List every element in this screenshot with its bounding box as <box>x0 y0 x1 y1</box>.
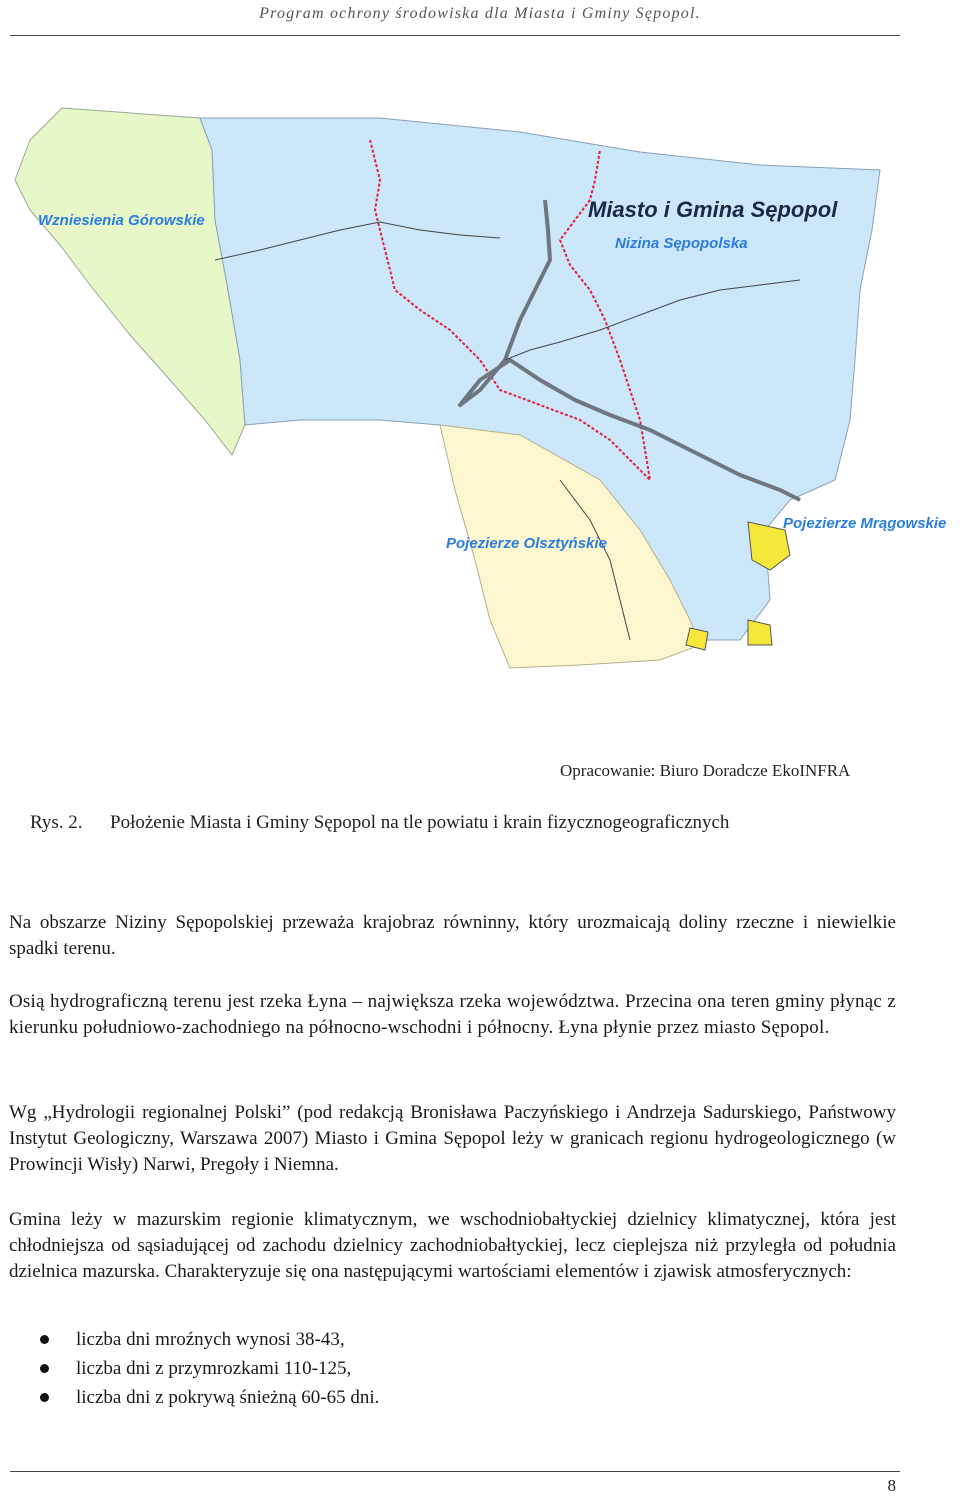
page-header <box>0 0 960 36</box>
paragraph-climate: Gmina leży w mazurskim regionie klimatycznym, we wschodniobałtyckiej dzielnicy klimatycznej, która jest chłodniejsza od sąsiadującej od zachodu dzielnicy zachodniobałtyckiej, lecz cieplejsza niż przyległa od południa dzielnica mazurska. Charakteryzuje się ona następującymi wartościami elementów i zjawisk atmosferycznych: <box>9 1209 896 1282</box>
paragraph-landscape: Na obszarze Niziny Sępopolskiej przeważa krajobraz równinny, który urozmaicają doliny rzeczne i niewielkie spadki terenu. <box>9 912 896 959</box>
paragraph-hydrography: Osią hydrograficzną terenu jest rzeka Łyna – największa rzeka województwa. Przecina ona teren gminy płynąc z kierunku południowo-zachodniego na północno-wschodni i północny. Łyna płynie przez miasto Sępopol. <box>9 991 896 1038</box>
list-item-text: liczba dni z przymrozkami 110-125, <box>76 1358 352 1379</box>
region-mragowskie-south <box>748 620 772 645</box>
figure-number: Rys. 2. <box>30 812 83 833</box>
figure-caption <box>30 812 910 834</box>
footer-divider <box>10 1471 900 1472</box>
paragraph-hydrogeology: Wg „Hydrologii regionalnej Polski” (pod redakcją Bronisława Paczyńskiego i Andrzeja Sadurskiego, Państwowy Instytut Geologiczny, Warszawa 2007) Miasto i Gmina Sępopol leży w granicach regionu hydrogeologicznego (w Prowincji Wisły) Narwi, Pregoły i Niemna. <box>9 1102 896 1175</box>
list-item <box>30 1383 890 1412</box>
bullet-icon <box>40 1335 49 1344</box>
header-divider <box>10 35 900 36</box>
bullet-icon <box>40 1364 49 1373</box>
label-nizina: Nizina Sępopolska <box>615 235 748 252</box>
region-gorowskie <box>15 108 245 455</box>
list-item <box>30 1325 890 1354</box>
map-source-note: Opracowanie: Biuro Doradcze EkoINFRA <box>560 761 851 780</box>
list-item <box>30 1354 890 1383</box>
label-gorowskie: Wzniesienia Górowskie <box>38 212 205 229</box>
region-map <box>0 60 960 670</box>
label-olsztynskie: Pojezierze Olsztyńskie <box>446 535 607 552</box>
climate-bullet-list <box>30 1325 890 1412</box>
list-item-text: liczba dni z pokrywą śnieżną 60-65 dni. <box>76 1387 380 1408</box>
label-mragowskie: Pojezierze Mrągowskie <box>783 515 947 532</box>
list-item-text: liczba dni mroźnych wynosi 38-43, <box>76 1329 345 1350</box>
page-number: 8 <box>887 1476 896 1495</box>
label-main-title: Miasto i Gmina Sępopol <box>588 197 838 222</box>
region-map-svg <box>0 60 960 670</box>
figure-caption-text: Położenie Miasta i Gminy Sępopol na tle powiatu i krain fizycznogeograficznych <box>110 812 730 833</box>
bullet-icon <box>40 1393 49 1402</box>
document-title: Program ochrony środowiska dla Miasta i Gminy Sępopol. <box>259 5 701 22</box>
